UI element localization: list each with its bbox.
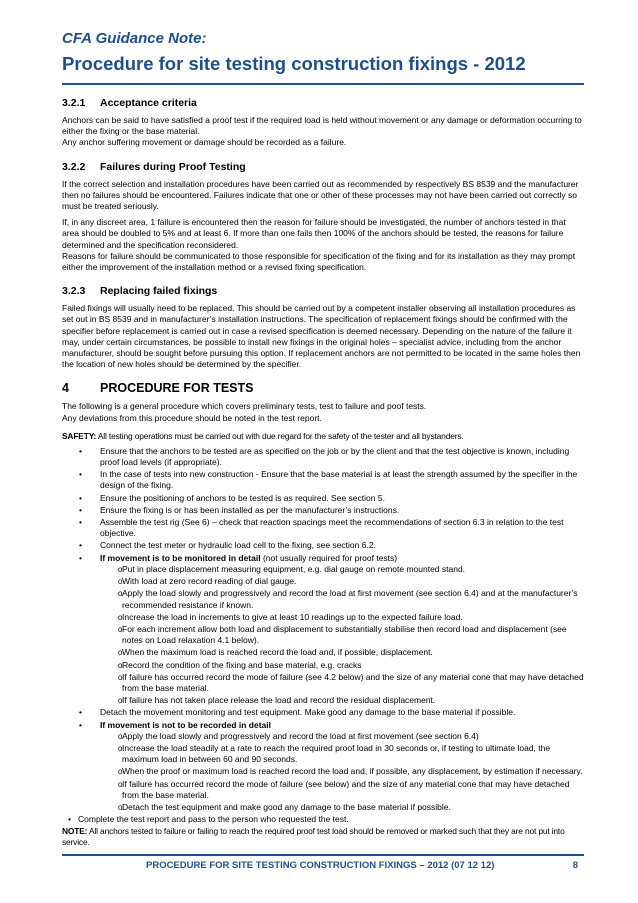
safety-label: SAFETY:: [62, 430, 97, 441]
sub-list-item-text: When the proof or maximum load is reached record the load and, if possible, any displacement, by estimation if necessary.: [122, 766, 583, 777]
list-item-text-lead: In the case of tests into new construction: [100, 469, 254, 480]
bullet-icon: •: [79, 469, 82, 480]
sub-bullet-icon: o: [118, 589, 123, 599]
section-title: Acceptance criteria: [100, 97, 197, 109]
list-item: [62, 707, 584, 718]
list-item-text: Detach the movement monitoring and test equipment. Make good any damage to the base material if possible.: [100, 707, 516, 718]
sub-list-item: [62, 624, 584, 646]
bullet-icon: •: [79, 719, 82, 730]
sub-bullet-icon: o: [118, 660, 123, 670]
sub-list-item-text: Apply the load slowly and progressively and record the load at first movement (see section 6.4) and at the manufacturer’s recommended resistance if known.: [122, 588, 578, 610]
paragraph: Any deviations from this procedure should be noted in the test report.: [62, 412, 322, 423]
safety-text: All testing operations must be carried out with due regard for the safety of the tester and all bystanders.: [96, 430, 464, 441]
paragraph: If the correct selection and installation procedures have been carried out as recommended by respectively BS 8539 and the manufacturer then no failures should be encountered. Failures indicate that one or other of these processes may not have been carried out correctly so must be treated seriously.: [62, 178, 579, 212]
paragraph: If, in any discreet area, 1 failure is encountered then the reason for failure should be investigated, the number of anchors tested in that area should be doubled to 5% and at least 6. If more than one fails then 100% of the anchors should be tested, the reasons for failure determined and the specification reconsidered.: [62, 217, 566, 250]
list-item-text: Ensure that the anchors to be tested are as specified on the job or by the client and that the test objective is known, including proof load levels (if appropriate).: [100, 445, 570, 468]
bullet-icon: •: [79, 504, 82, 515]
list-item-text: Ensure the fixing is or has been installed as per the manufacturer’s instructions.: [100, 504, 400, 515]
list-item: [62, 469, 584, 491]
sub-list-item: [62, 731, 584, 742]
sub-bullet-icon: o: [118, 624, 123, 634]
paragraph: Anchors can be said to have satisfied a proof test if the required load is held without movement or any damage or deformation occurring to either the fixing or the base material.: [62, 115, 582, 137]
document-page: [62, 30, 584, 848]
section-title: Failures during Proof Testing: [100, 160, 246, 173]
page-number: 8: [572, 860, 578, 871]
bullet-icon: •: [79, 517, 82, 528]
list-item: [62, 540, 584, 551]
sub-list-item-text: Increase the load in increments to give at least 10 readings up to the expected failure load.: [122, 611, 463, 622]
sub-list-item: [62, 766, 584, 777]
sub-list-item-text: Detach the test equipment and make good any damage to the base material if possible.: [122, 801, 451, 812]
list-item: [62, 505, 584, 516]
list-item: [62, 553, 584, 707]
sub-list-item-text: Put in place displacement measuring equipment, e.g. dial gauge on remote mounted stand.: [122, 563, 466, 574]
paragraph: Failed fixings will usually need to be replaced. This should be carried out by a competent installer observing all installation procedures as set out in BS 8539 and in manufacturer’s installation instructions. The specification of replacement fixings should be confirmed with the specifier before replacement is carried out in case a revised specification is deemed necessary. Depending on the nature of the failure it may, under certain circumstances, be possible to install new fixings in the original holes – specialist advice, including from the anchor manufacturer, should be sought before pursuing this option. If replacement anchors are not permitted to be located in the same holes then the location of new holes should be determined by the specifier.: [62, 303, 581, 370]
final-step: [62, 814, 584, 825]
sub-list-item: [62, 647, 584, 658]
bullet-icon: •: [79, 707, 82, 718]
final-step-text: Complete the test report and pass to the person who requested the test.: [78, 814, 349, 825]
section-number: 3.2.1: [62, 97, 86, 109]
sub-bullet-icon: o: [118, 672, 123, 682]
list-item-text: Assemble the test rig (See 6) – check that reaction spacings meet the recommendations of section 6.3 in relation to the test objective.: [100, 517, 564, 539]
heading-3-2-2: [62, 161, 584, 174]
safety-statement: [62, 431, 584, 442]
sub-bullet-icon: o: [118, 767, 123, 777]
sub-bullet-icon: o: [118, 696, 123, 706]
sub-bullet-icon: o: [118, 612, 123, 622]
sub-list-item: [62, 588, 584, 610]
paragraph: The following is a general procedure which covers preliminary tests, test to failure and poof tests.: [62, 401, 427, 412]
list-item: [62, 493, 584, 504]
bullet-icon: •: [79, 552, 82, 563]
sub-list-item: [62, 660, 584, 671]
bullet-icon: •: [79, 540, 82, 551]
sub-list-item-text: If failure has occurred record the mode of failure (see 4.2 below) and the size of any material cone that may have detached from the base material.: [122, 671, 584, 693]
sub-bullet-icon: o: [118, 577, 123, 587]
sub-bullet-icon: o: [118, 564, 123, 574]
list-item-text-rest: - Ensure that the base material is at least the strength assumed by the specifier in the design of the fixing.: [100, 469, 578, 491]
heading-3-2-1: [62, 97, 584, 110]
sub-list-item-text: For each increment allow both load and displacement to substantially stabilise then record load and displacement (see notes on Load relaxation 4.1 below).: [122, 623, 567, 646]
sub-list-item-text: Apply the load slowly and progressively and record the load at first movement (see section 6.4): [122, 730, 479, 741]
sub-list-item-text: With load at zero record reading of dial gauge.: [122, 576, 297, 587]
sub-bullet-icon: o: [118, 648, 123, 658]
note-text: All anchors tested to failure or failing to reach the required proof test load should be removed or marked such that they are not put into service.: [62, 826, 565, 848]
bullet-icon: •: [79, 492, 82, 503]
sub-list-item-text: Increase the load steadily at a rate to reach the required proof load in 30 seconds or, if testing to ultimate load, the maximum load in between 60 and 90 seconds.: [122, 742, 551, 765]
list-item-bold: If movement is not to be recorded in detail: [100, 719, 271, 730]
sub-list-item-text: Record the condition of the fixing and base material, e.g. cracks: [122, 659, 362, 670]
sub-list-item-text: If failure has not taken place release the load and record the residual displacement.: [122, 695, 436, 706]
footer-divider: [62, 854, 584, 856]
note-label: NOTE:: [62, 826, 88, 837]
sub-bullet-icon: o: [118, 802, 123, 812]
bullet-icon: •: [68, 814, 71, 825]
sub-bullet-icon: o: [118, 743, 123, 753]
sub-list-simple: [100, 731, 584, 813]
list-item-text: Connect the test meter or hydraulic load cell to the fixing, see section 6.2.: [100, 540, 376, 551]
paragraph: Reasons for failure should be communicated to those responsible for specification of the fixing and for its installation as they may prompt either the improvement of the installation method or a revised fixing specification.: [62, 250, 576, 273]
footer-text: PROCEDURE FOR SITE TESTING CONSTRUCTION FIXINGS – 2012 (07 12 12): [146, 860, 495, 871]
sub-list-item: [62, 576, 584, 587]
list-item: [62, 517, 584, 539]
sub-list-item: [62, 612, 584, 623]
sub-list-item: [62, 672, 584, 694]
sub-list-item: [62, 743, 584, 765]
list-item-text: Ensure the positioning of anchors to be tested is as required. See section 5.: [100, 492, 385, 503]
section-title: Replacing failed fixings: [100, 285, 218, 298]
section-title: PROCEDURE FOR TESTS: [100, 381, 254, 396]
sub-bullet-icon: o: [118, 779, 123, 789]
title-divider: [62, 83, 584, 85]
list-item: [62, 720, 584, 814]
sub-list-item-text: If failure has occurred record the mode of failure (see below) and the size of any material cone that may have detached from the base material.: [122, 778, 570, 800]
sub-list-item: [62, 802, 584, 813]
sub-list-item: [62, 779, 584, 801]
heading-4: [62, 380, 584, 396]
section-number: 4: [62, 381, 69, 396]
section-number: 3.2.3: [62, 285, 86, 298]
sub-list-detailed: [100, 564, 584, 706]
sub-list-item-text: When the maximum load is reached record the load and, if possible, displacement.: [122, 647, 433, 658]
list-item: [62, 446, 584, 468]
sub-list-item: [62, 695, 584, 706]
doc-kicker: CFA Guidance Note:: [62, 30, 207, 47]
list-item-bold: If movement is to be monitored in detail: [100, 552, 261, 563]
list-item-text-rest: (not usually required for proof tests): [260, 552, 398, 563]
bullet-icon: •: [79, 445, 82, 456]
sub-list-item: [62, 564, 584, 575]
procedure-list: [62, 446, 584, 813]
sub-bullet-icon: o: [118, 731, 123, 741]
note: [62, 826, 584, 848]
heading-3-2-3: [62, 285, 584, 298]
doc-title: Procedure for site testing construction fixings - 2012: [62, 53, 526, 74]
section-number: 3.2.2: [62, 160, 86, 173]
paragraph: Any anchor suffering movement or damage should be recorded as a failure.: [62, 137, 347, 148]
